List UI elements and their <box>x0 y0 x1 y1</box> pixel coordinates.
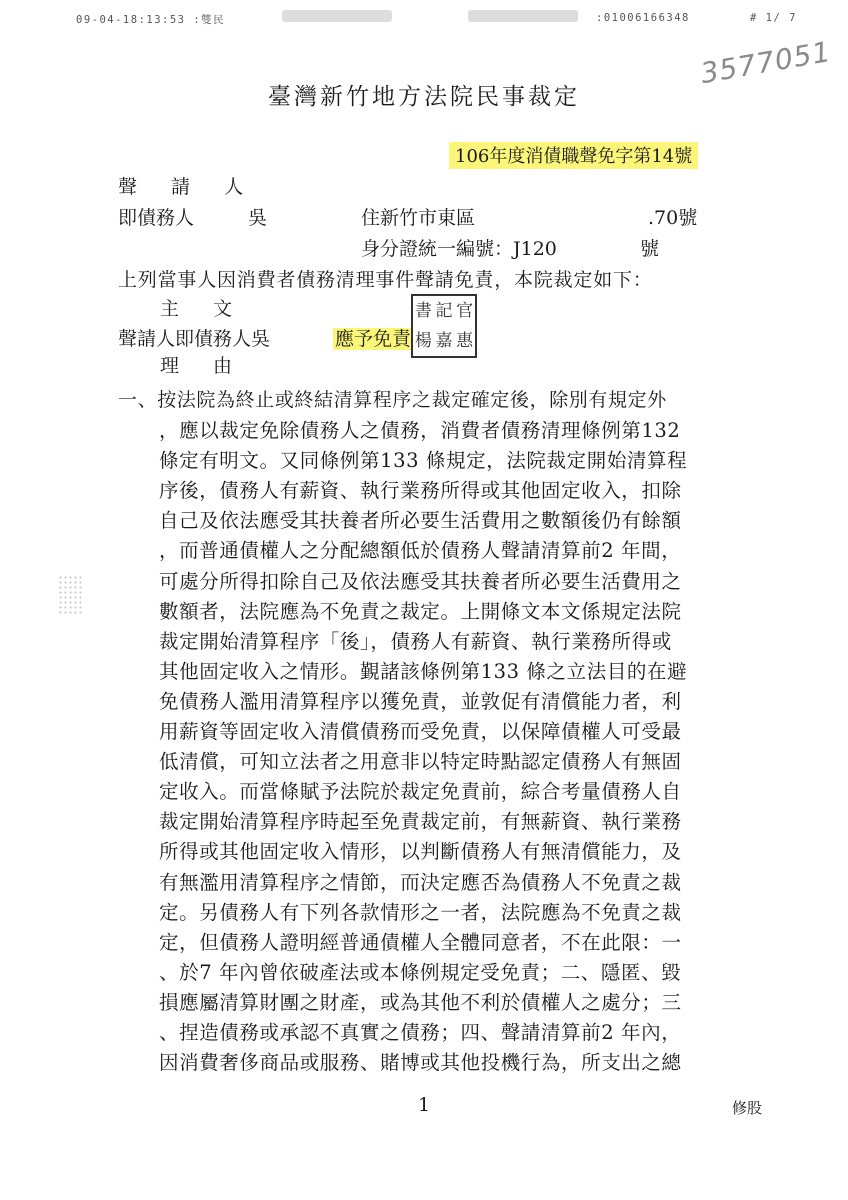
reason-line: 低清償，可知立法者之用意非以特定時點認定債務人有無固 <box>159 750 682 774</box>
id-tail: 號 <box>640 238 660 260</box>
id-label: 身分證統一編號：J120 <box>361 238 557 260</box>
reason-line: 用薪資等固定收入清償債務而受免責，以保障債權人可受最 <box>159 720 682 743</box>
seal-char: 官 <box>456 300 474 321</box>
main-heading: 主 文 <box>160 298 247 320</box>
fax-timestamp: 09-04-18:13:53 :雙民 <box>76 14 226 26</box>
reason-heading: 理 由 <box>160 355 247 377</box>
reason-line: 條定有明文。又同條例第133 條規定，法院裁定開始清算程 <box>159 449 688 473</box>
address-tail: .70號 <box>648 207 698 229</box>
seal-char: 書 <box>414 300 432 321</box>
reason-line: 、捏造債務或承認不真實之債務；四、聲請清算前2 年內， <box>159 1021 682 1044</box>
seal-char: 惠 <box>456 330 474 351</box>
redacted-fax-segment <box>282 10 392 22</box>
handwritten-note: 3577051 <box>698 34 834 91</box>
reason-line: ，而普通債權人之分配總額低於債務人聲請清算前2 年間， <box>159 539 682 563</box>
case-number: 106年度消債職聲免字第14號 <box>449 142 698 169</box>
reason-line: ，應以裁定免除債務人之債務，消費者債務清理條例第132 <box>159 419 681 442</box>
reason-line: 數額者，法院應為不免責之裁定。上開條文本文係規定法院 <box>159 599 682 623</box>
clerk-seal <box>411 294 477 358</box>
document-title: 臺灣新竹地方法院民事裁定 <box>268 84 580 110</box>
seal-char: 嘉 <box>435 330 453 351</box>
reason-line: 因消費奢侈商品或服務、賭博或其他投機行為，所支出之總 <box>159 1051 682 1075</box>
reason-line: 其他固定收入之情形。覲諸該條例第133 條之立法目的在避 <box>159 659 688 683</box>
redacted-fax-segment <box>468 10 578 22</box>
reason-line: 裁定開始清算程序時起至免責裁定前，有無薪資、執行業務 <box>159 810 682 834</box>
reason-line: 所得或其他固定收入情形，以判斷債務人有無清償能力，及 <box>159 840 682 864</box>
fax-page-counter: # 1/ 7 <box>750 12 797 24</box>
reason-line: 有無濫用清算程序之情節，而決定應否為債務人不免責之裁 <box>159 870 682 894</box>
debtor-name: 吳 <box>248 207 268 229</box>
debtor-label: 即債務人 <box>118 207 195 229</box>
reason-first-line: 一、按法院為終止或終結清算程序之裁定確定後，除別有規定外 <box>118 389 667 411</box>
reason-line: 序後，債務人有薪資、執行業務所得或其他固定收入，扣除 <box>159 479 682 503</box>
reason-line: 定收入。而當條賦予法院於裁定免責前，綜合考量債務人自 <box>159 780 682 804</box>
fax-number: :01006166348 <box>596 12 690 24</box>
division-label: 修股 <box>732 1099 763 1117</box>
applicant-heading: 聲 請 人 <box>118 176 258 198</box>
reason-line: 定。另債務人有下列各款情形之一者，法院應為不免責之裁 <box>159 900 682 924</box>
seal-char: 記 <box>435 300 453 321</box>
reason-line: 可處分所得扣除自己及依法應受其扶養者所必要生活費用之 <box>159 569 682 593</box>
reason-line: 損應屬清算財團之財產，或為其他不利於債權人之處分；三 <box>159 990 682 1014</box>
address-label: 住新竹市東區 <box>361 207 476 229</box>
ruling-prefix: 聲請人即債務人吳 <box>118 328 271 350</box>
reason-line: 自己及依法應受其扶養者所必要生活費用之數額後仍有餘額 <box>159 509 682 533</box>
seal-char: 楊 <box>414 330 432 351</box>
scan-artifact <box>58 575 84 615</box>
ruling-decision <box>333 324 413 351</box>
reason-line: 、於7 年內曾依破產法或本條例規定受免責；二、隱匿、毀 <box>159 960 682 984</box>
reason-line: 免債務人濫用清算程序以獲免責，並敦促有清償能力者，利 <box>159 689 682 713</box>
ruling-decision-text: 應予免責 <box>335 328 412 350</box>
reason-line: 定，但債務人證明經普通債權人全體同意者，不在此限：一 <box>159 930 682 954</box>
intro-sentence: 上列當事人因消費者債務清理事件聲請免責，本院裁定如下： <box>118 269 653 291</box>
page-number: 1 <box>417 1094 431 1116</box>
reason-line: 裁定開始清算程序「後」，債務人有薪資、執行業務所得或 <box>159 629 672 653</box>
